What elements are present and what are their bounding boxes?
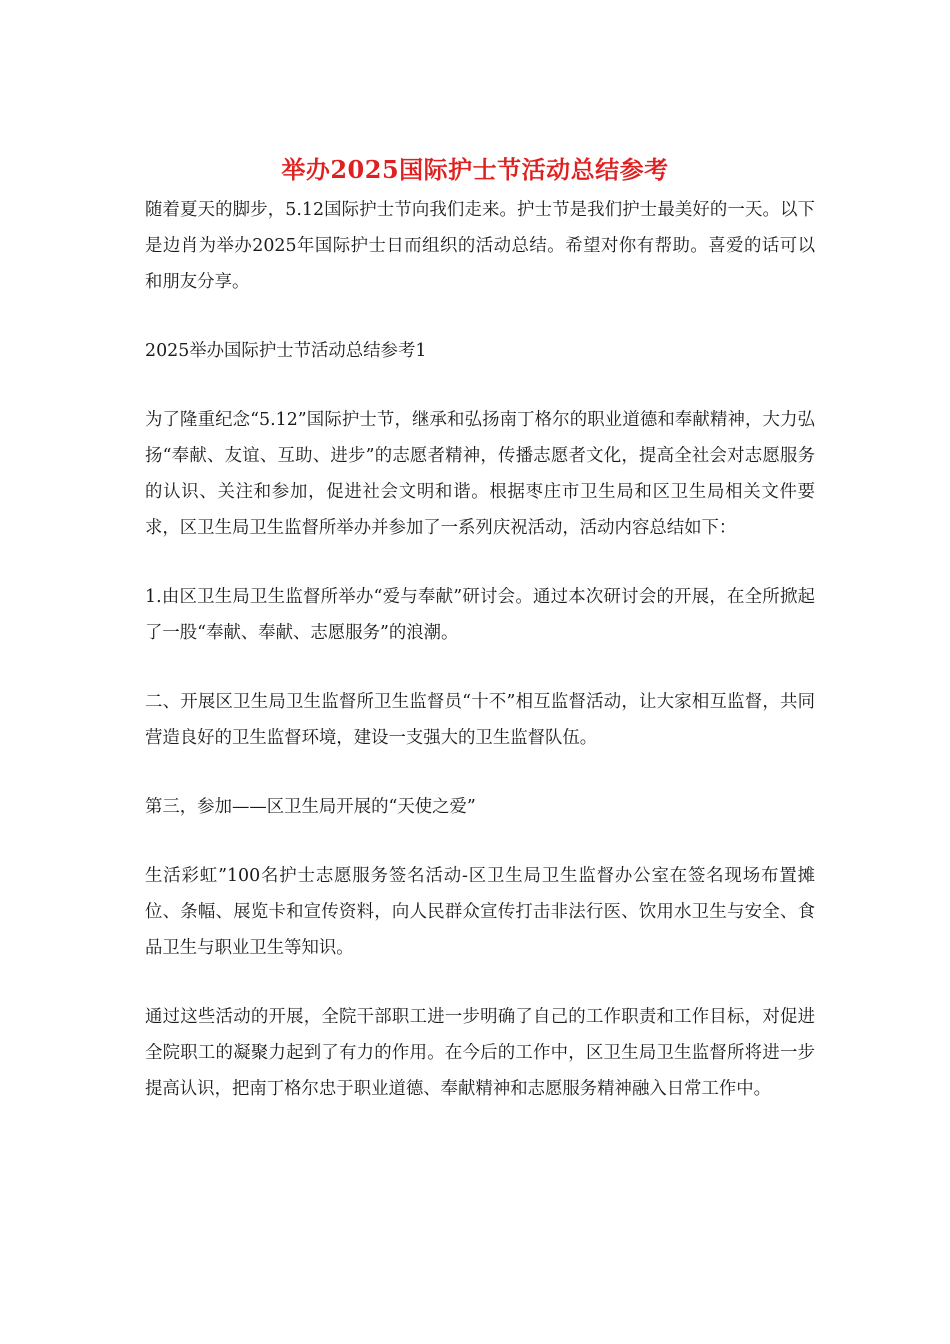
section-heading: 2025举办国际护士节活动总结参考1 <box>145 341 427 361</box>
body-paragraph: 生活彩虹”100名护士志愿服务签名活动-区卫生局卫生监督办公室在签名现场布置摊位、条幅、展览卡和宣传资料，向人民群众宣传打击非法行医、饮用水卫生与安全、食品卫生与职业卫生等知识。 <box>145 866 815 958</box>
body-paragraph: 第三，参加——区卫生局开展的“天使之爱” <box>145 797 476 817</box>
body-paragraph: 为了隆重纪念“5.12”国际护士节，继承和弘扬南丁格尔的职业道德和奉献精神，大力弘扬“奉献、友谊、互助、进步”的志愿者精神，传播志愿者文化，提高全社会对志愿服务的认识、关注和参加，促进社会文明和谐。根据枣庄市卫生局和区卫生局相关文件要求，区卫生局卫生监督所举办并参加了一系列庆祝活动，活动内容总结如下： <box>145 410 815 538</box>
body-paragraph: 二、开展区卫生局卫生监督所卫生监督员“十不”相互监督活动，让大家相互监督，共同营造良好的卫生监督环境，建设一支强大的卫生监督队伍。 <box>145 692 815 748</box>
document-body <box>145 192 815 1140</box>
document-title: 举办2025国际护士节活动总结参考 <box>281 155 669 184</box>
conclusion-paragraph: 通过这些活动的开展，全院干部职工进一步明确了自己的工作职责和工作目标，对促进全院职工的凝聚力起到了有力的作用。在今后的工作中，区卫生局卫生监督所将进一步提高认识，把南丁格尔忠于职业道德、奉献精神和志愿服务精神融入日常工作中。 <box>145 1007 815 1099</box>
body-paragraph: 1.由区卫生局卫生监督所举办“爱与奉献”研讨会。通过本次研讨会的开展，在全所掀起了一股“奉献、奉献、志愿服务”的浪潮。 <box>145 587 815 643</box>
intro-paragraph: 随着夏天的脚步，5.12国际护士节向我们走来。护士节是我们护士最美好的一天。以下是边肖为举办2025年国际护士日而组织的活动总结。希望对你有帮助。喜爱的话可以和朋友分享。 <box>145 200 815 292</box>
